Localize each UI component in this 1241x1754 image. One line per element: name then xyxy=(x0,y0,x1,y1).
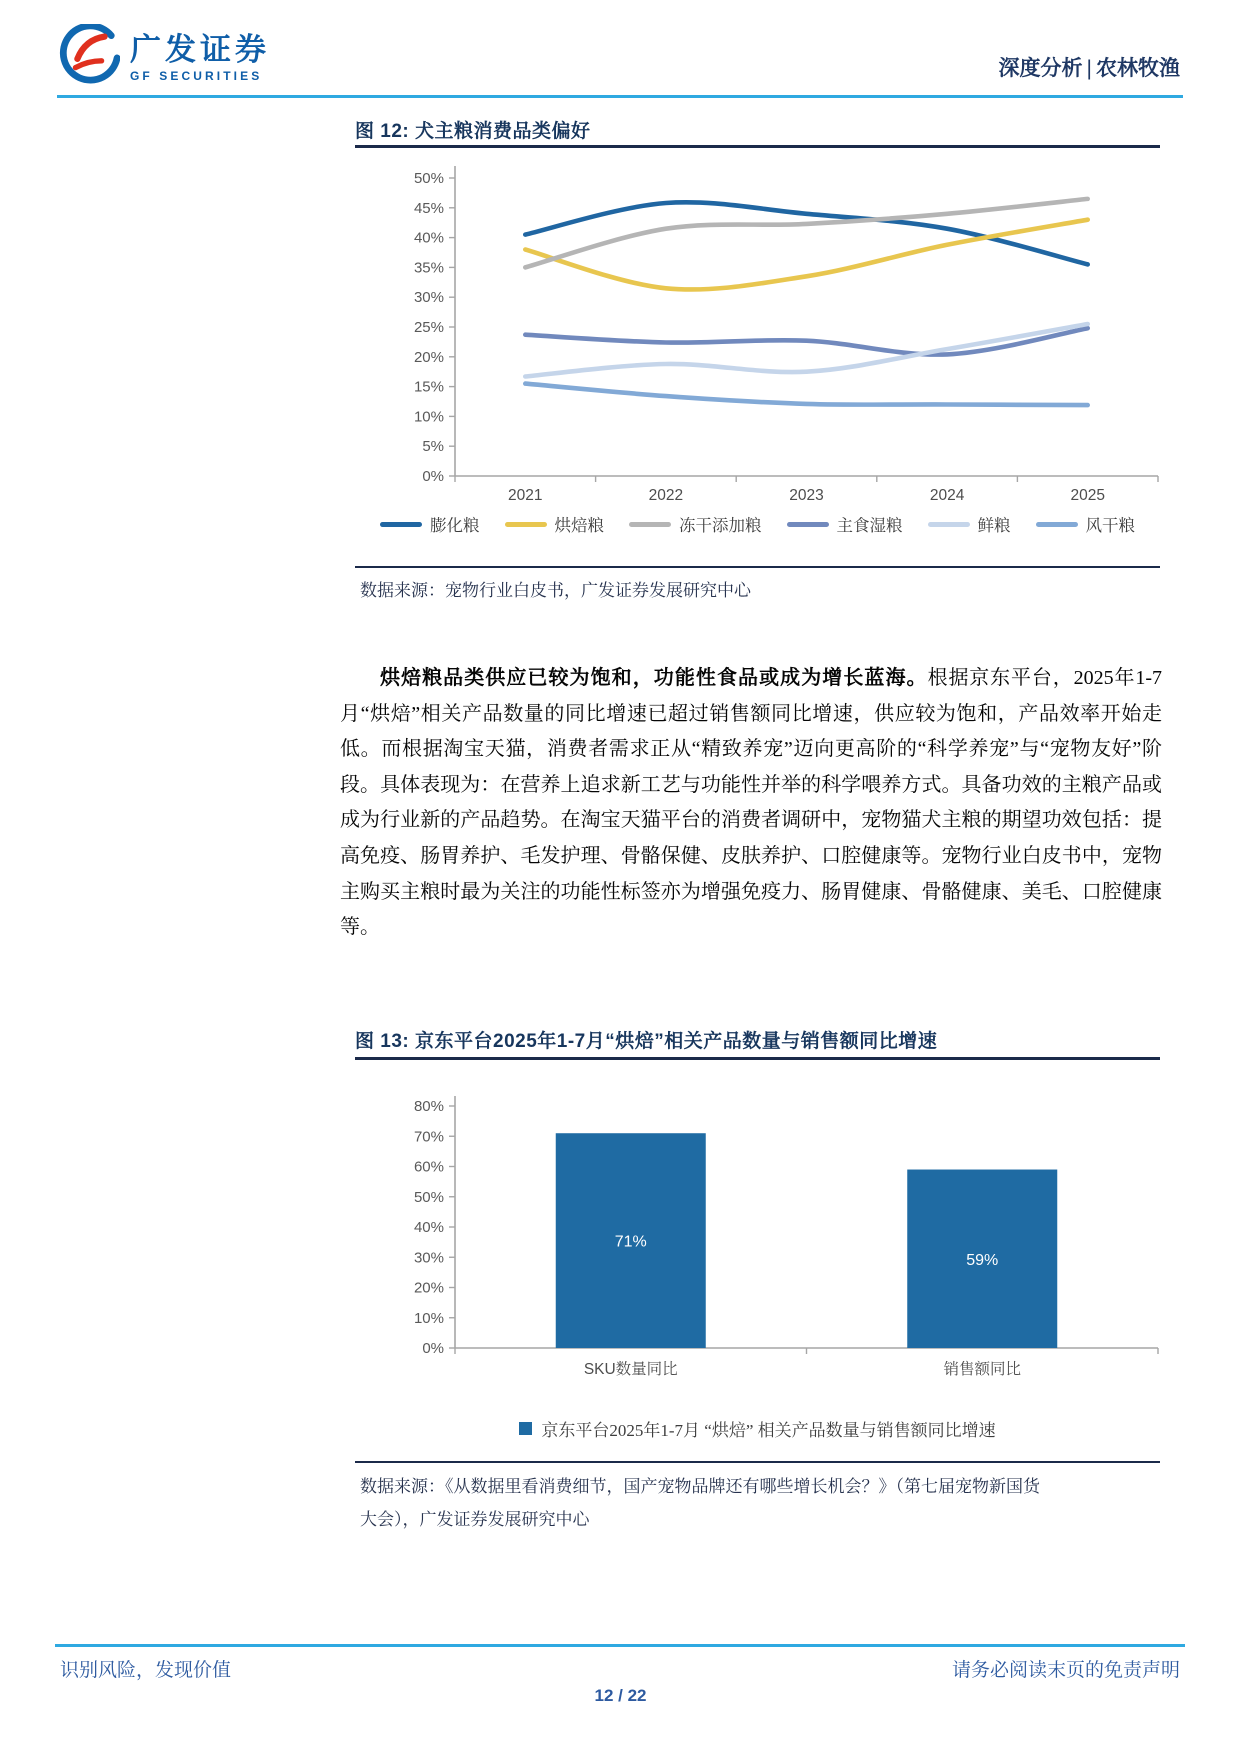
gf-logo-icon xyxy=(58,24,120,91)
svg-text:5%: 5% xyxy=(422,438,444,456)
fig13-legend xyxy=(355,1416,1160,1441)
fig13-bar-chart xyxy=(375,1066,1165,1388)
svg-text:71%: 71% xyxy=(614,1233,647,1251)
svg-text:35%: 35% xyxy=(413,259,444,277)
legend-line-swatch xyxy=(505,522,547,527)
svg-text:2024: 2024 xyxy=(929,487,965,504)
legend-line-swatch xyxy=(380,522,422,527)
svg-text:销售额同比: 销售额同比 xyxy=(943,1361,1022,1378)
legend-label: 冻干添加粮 xyxy=(679,516,762,535)
svg-text:20%: 20% xyxy=(413,1279,444,1297)
fig13-legend-label: 京东平台2025年1-7月 “烘焙” 相关产品数量与销售额同比增速 xyxy=(541,1421,996,1440)
figure13-source-line1: 数据来源：《从数据里看消费细节，国产宠物品牌还有哪些增长机会？》（第七届宠物新国货 xyxy=(360,1477,1040,1496)
page-number: 12 / 22 xyxy=(594,1686,647,1705)
gf-securities-logo xyxy=(58,24,270,91)
brand-name-en: GF SECURITIES xyxy=(130,68,263,83)
legend-item xyxy=(505,512,605,536)
svg-text:2025: 2025 xyxy=(1070,487,1105,504)
svg-text:40%: 40% xyxy=(413,229,444,247)
svg-text:SKU数量同比: SKU数量同比 xyxy=(583,1361,678,1378)
figure13-caption: 图 13: 京东平台2025年1-7月“烘焙”相关产品数量与销售额同比增速 xyxy=(355,1031,938,1052)
footer-disclaimer: 请务必阅读末页的免责声明 xyxy=(951,1660,1180,1681)
figure13-source-divider xyxy=(355,1461,1160,1463)
series-line-5 xyxy=(525,384,1087,406)
legend-line-swatch xyxy=(629,522,671,527)
fig12-line-chart xyxy=(375,150,1165,505)
legend-line-swatch xyxy=(1036,522,1078,527)
body-paragraph xyxy=(340,661,1162,946)
svg-text:10%: 10% xyxy=(413,1309,444,1327)
svg-text:59%: 59% xyxy=(966,1251,999,1269)
figure12-source: 数据来源：宠物行业白皮书，广发证券发展研究中心 xyxy=(360,581,751,600)
figure13-caption-underline xyxy=(355,1057,1160,1060)
series-line-4 xyxy=(525,324,1087,377)
legend-item xyxy=(1036,512,1136,536)
paragraph-body: 根据京东平台，2025年1-7月“烘焙”相关产品数量的同比增速已超过销售额同比增速，供应较为饱和，产品效率开始走低。而根据淘宝天猫，消费者需求正从“精致养宠”迈向更高阶的“科学养宠”与“宠物友好”阶段。具体表现为：在营养上追求新工艺与功能性并举的科学喂养方式。具备功效的主粮产品或成为行业新的产品趋势。在淘宝天猫平台的消费者调研中，宠物猫犬主粮的期望功效包括：提高免疫、肠胃养护、毛发护理、骨骼保健、皮肤养护、口腔健康等。宠物行业白皮书中，宠物主购买主粮时最为关注的功能性标签亦为增强免疫力、肠胃健康、骨骼健康、美毛、口腔健康等。 xyxy=(340,667,1162,939)
series-line-1 xyxy=(525,220,1087,290)
figure12-caption: 图 12: 犬主粮消费品类偏好 xyxy=(355,121,591,142)
svg-text:60%: 60% xyxy=(413,1158,444,1176)
legend-line-swatch xyxy=(928,522,970,527)
footer-slogan: 识别风险，发现价值 xyxy=(60,1660,232,1681)
legend-item xyxy=(787,512,903,536)
report-type-sector xyxy=(999,52,1180,82)
figure13-source-line2: 大会），广发证券发展研究中心 xyxy=(360,1510,590,1529)
svg-text:15%: 15% xyxy=(413,378,444,396)
legend-item xyxy=(629,512,762,536)
svg-text:70%: 70% xyxy=(413,1128,444,1146)
legend-item xyxy=(380,512,480,536)
legend-marker-icon xyxy=(519,1422,532,1435)
legend-line-swatch xyxy=(787,522,829,527)
doc-type-label: 深度分析 xyxy=(998,57,1083,80)
paragraph-lead: 烘焙粮品类供应已较为饱和，功能性食品或成为增长蓝海。 xyxy=(380,667,928,689)
svg-text:2022: 2022 xyxy=(648,487,684,504)
svg-text:0%: 0% xyxy=(422,468,444,485)
legend-item xyxy=(928,512,1011,536)
legend-label: 膨化粮 xyxy=(430,516,480,535)
svg-text:50%: 50% xyxy=(413,170,444,187)
header-divider xyxy=(57,95,1183,98)
sector-label: 农林牧渔 xyxy=(1096,57,1180,80)
legend-label: 风干粮 xyxy=(1085,516,1135,535)
legend-label: 烘焙粮 xyxy=(554,516,604,535)
legend-label: 鲜粮 xyxy=(977,516,1011,535)
svg-text:80%: 80% xyxy=(413,1098,444,1115)
fig12-legend xyxy=(355,512,1160,536)
header-separator: | xyxy=(1086,57,1092,80)
figure13-source xyxy=(360,1470,1160,1536)
figure12-source-divider xyxy=(355,566,1160,568)
svg-text:2021: 2021 xyxy=(508,487,543,504)
svg-text:0%: 0% xyxy=(422,1340,444,1357)
legend-label: 主食湿粮 xyxy=(836,516,903,535)
svg-text:25%: 25% xyxy=(413,319,444,336)
svg-text:20%: 20% xyxy=(413,348,444,366)
svg-text:45%: 45% xyxy=(413,199,444,217)
svg-text:40%: 40% xyxy=(413,1219,444,1236)
footer-divider xyxy=(55,1644,1185,1647)
svg-text:10%: 10% xyxy=(413,408,444,426)
svg-text:30%: 30% xyxy=(413,1249,444,1267)
svg-text:50%: 50% xyxy=(413,1188,444,1206)
svg-text:2023: 2023 xyxy=(789,487,824,504)
brand-name-cn: 广发证券 xyxy=(130,31,270,67)
figure12-caption-underline xyxy=(355,145,1160,148)
svg-text:30%: 30% xyxy=(413,289,444,307)
